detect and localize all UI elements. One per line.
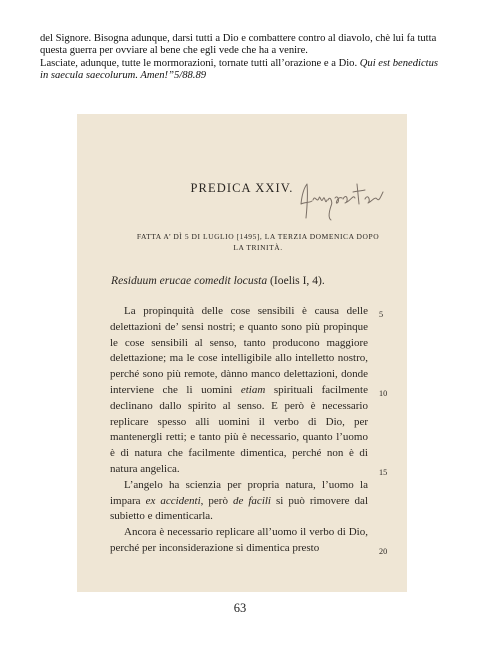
body-italic-run: ex accidenti	[145, 494, 201, 507]
body-paragraph-1	[110, 304, 368, 478]
scanned-page-image	[77, 114, 407, 592]
header-paragraph-1: del Signore. Bisogna adunque, darsi tutti a Dio e combattere contro al diavolo, chè lui fa tutta questa guerra per ovviare al bene che egli vede che ha a venire.	[40, 33, 437, 57]
body-text-run: L’angelo ha scienzia per propria natura, l’uomo la impara	[110, 478, 368, 507]
epigraph-reference: (Ioelis I, 4).	[267, 274, 325, 287]
body-text-run: si può rimovere dal subietto e dimenticarla.	[110, 494, 368, 523]
body-text-run: spirituali facilmente declinano dallo spirito al senso. E però è necessario replicare spesso alli uomini il verbo di Dio, per mantenergli retti; e tanto più è necessario, quanto l’uomo è di natura che facilmente dimentica, perché non è di natura angelica.	[110, 383, 368, 475]
body-italic-run: de facili	[232, 494, 271, 507]
header-paragraph-2-text: Lasciate, adunque, tutte le mormorazioni, tornate tutti all’orazione e a Dio.	[40, 57, 360, 69]
handwritten-signature	[295, 174, 399, 224]
epigraph-quote: Residuum erucae comedit locusta	[111, 274, 268, 287]
body-paragraph-3: Ancora è necessario replicare all’uomo il verbo di Dio, perché per inconsiderazione si dimentica presto	[110, 526, 368, 554]
body-text-run: La propinquità delle cose sensibili è causa delle delettazioni de’ sensi nostri; e quanto sono più propinque le cose sensibili al senso, tanto producono maggiore delettazione; ma le cose intelligibile allo intelletto nostro, perché sono più remote, dànno manco delettazioni, donde interviene che li uomini	[110, 305, 368, 396]
sermon-title: PREDICA XXIV.	[190, 181, 294, 195]
line-number: 10	[379, 389, 388, 398]
sermon-body	[110, 304, 368, 557]
sermon-subtitle	[115, 231, 401, 253]
body-text-run: , però	[200, 494, 233, 507]
header-paragraph-2	[40, 58, 448, 83]
line-number: 20	[379, 547, 388, 556]
body-italic-run: etiam	[240, 383, 266, 396]
header-paragraph-2-italic: Qui est benedictus in saecula saecolurum. Amen!”5/88.89	[40, 57, 439, 81]
line-number: 5	[379, 310, 384, 319]
body-paragraph-2	[110, 478, 368, 525]
page-number: 63	[233, 601, 247, 615]
subtitle-line-2: LA TRINITÀ.	[233, 243, 283, 252]
epigraph	[111, 274, 325, 287]
line-number: 15	[379, 468, 388, 477]
header-text	[40, 33, 448, 82]
subtitle-line-1: FATTA A’ DÌ 5 DI LUGLIO [1495], LA TERZIA DOMENICA DOPO	[136, 232, 380, 241]
